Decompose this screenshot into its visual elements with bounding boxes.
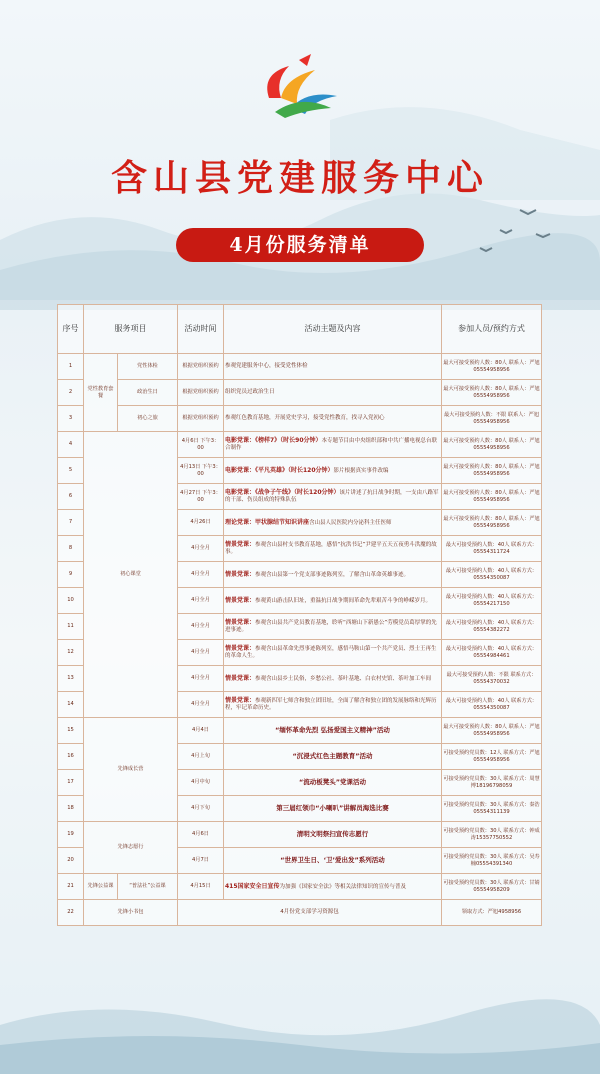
row-number: 18	[58, 796, 84, 822]
row-number: 1	[58, 354, 84, 380]
footer-landscape	[0, 985, 600, 1074]
activity-title: 情景党课：	[225, 645, 256, 653]
activity-cell	[178, 900, 442, 926]
col-item: 服务项目	[84, 305, 178, 354]
row-number: 12	[58, 640, 84, 666]
contact-cell: 最大可接受预约人数：不限 联系方式：05554370032	[442, 666, 542, 692]
page-title: 含山县党建服务中心	[110, 157, 489, 199]
activity-text: 参观党建服务中心，接受党性体检	[225, 363, 308, 370]
row-number: 6	[58, 484, 84, 510]
row-number: 16	[58, 744, 84, 770]
activity-cell	[224, 666, 442, 692]
activity-title: 电影党课：《平凡英雄》（时长120分钟）	[225, 466, 334, 474]
activity-text: 该片讲述了抗日战争时期，一支由八路军的干部、伤员组成的特殊队伍	[225, 490, 439, 503]
contact-cell: 最大可接受预约人数：不限 联系人：严旭05554958956	[442, 406, 542, 432]
contact-cell: 最大可接受预约人数：40人 联系方式：05554350087	[442, 692, 542, 718]
contact-cell: 最大可接受预约人数：80人 联系人：严旭05554958956	[442, 718, 542, 744]
activity-cell	[224, 874, 442, 900]
activity-text: 第三届红领巾“小喇叭”讲解员海选比赛	[276, 804, 389, 813]
time-cell: 4月全月	[178, 614, 224, 640]
subcategory-cell: 党性体检	[118, 354, 178, 380]
contact-cell: 最大可接受预约人数：80人 联系人：严旭05554958956	[442, 432, 542, 458]
time-cell: 4月13日 下午3：00	[178, 458, 224, 484]
table-header-row	[58, 305, 542, 354]
time-cell: 4月27日 下午3：00	[178, 484, 224, 510]
activity-text: 参观含山县乡土民俗，乡愁公社、茶叶基地、白衣村史馆、茶叶加工车间	[255, 675, 432, 682]
activity-cell	[224, 380, 442, 406]
time-cell: 4月4日	[178, 718, 224, 744]
activity-text: 清明文明祭扫宣传志愿行	[296, 830, 369, 839]
activity-text: 参观红色教育基地，开展党史学习，接受党性教育，找寻入党初心	[225, 415, 385, 422]
subcategory-cell: “普法社”公益课	[118, 874, 178, 900]
activity-text: 为加强《国家安全法》等相关法律知识的宣传与普及	[279, 883, 407, 890]
row-number: 4	[58, 432, 84, 458]
table-row	[58, 406, 542, 432]
activity-cell	[224, 848, 442, 874]
contact-cell: 最大可接受预约人数：80人 联系人：严旭05554958956	[442, 380, 542, 406]
contact-cell: 最大可接受预约人数：80人 联系人：严旭05554958956	[442, 458, 542, 484]
row-number: 8	[58, 536, 84, 562]
activity-cell	[224, 354, 442, 380]
row-number: 22	[58, 900, 84, 926]
category-cell: 初心课堂	[84, 432, 178, 718]
col-time: 活动时间	[178, 305, 224, 354]
time-cell: 4月全月	[178, 640, 224, 666]
time-cell: 4月6日	[178, 822, 224, 848]
activity-text: 参观含山县共产党员教育基地，聆听“西塘山下新愚公”劳模党员葛厚掌的先进事迹。	[225, 620, 437, 633]
time-cell: 4月7日	[178, 848, 224, 874]
party-logo-icon	[255, 52, 345, 124]
activity-title: 情景党课：	[225, 697, 256, 705]
activity-cell	[224, 484, 442, 510]
row-number: 13	[58, 666, 84, 692]
contact-cell: 最大可接受预约人数：40人 联系方式：05554350087	[442, 562, 542, 588]
row-number: 3	[58, 406, 84, 432]
activity-cell	[224, 744, 442, 770]
activity-cell	[224, 536, 442, 562]
row-number: 14	[58, 692, 84, 718]
activity-text: 参观含山县第一个党支部事迹陈列室，了解含山革命英雄事迹。	[255, 571, 410, 578]
time-cell: 4月全月	[178, 536, 224, 562]
category-cell: 先锋成长营	[84, 718, 178, 822]
activity-text: 4月份党支部学习资源包	[280, 909, 339, 916]
time-cell: 4月上旬	[178, 744, 224, 770]
activity-cell	[224, 770, 442, 796]
contact-cell: 可接受预约党员数：30人 联系方式：秦浩05554311139	[442, 796, 542, 822]
table-row	[58, 874, 542, 900]
col-activity: 活动主题及内容	[224, 305, 442, 354]
category-cell: 先锋公益课	[84, 874, 118, 900]
contact-cell: 最大可接受预约人数：80人 联系人：严旭05554958956	[442, 354, 542, 380]
activity-text: “缅怀革命先烈 弘扬爱国主义精神”活动	[275, 726, 390, 735]
activity-text: “世界卫生日、‘卫’爱出发”系列活动	[280, 856, 385, 865]
subcategory-cell: 初心之旅	[118, 406, 178, 432]
contact-cell: 领取方式：严旭4958956	[442, 900, 542, 926]
time-cell: 4月下旬	[178, 796, 224, 822]
time-cell: 4月全月	[178, 562, 224, 588]
row-number: 9	[58, 562, 84, 588]
time-cell: 4月26日	[178, 510, 224, 536]
activity-text: “流动板凳头”党课活动	[298, 778, 367, 787]
activity-title: 理论党课：甲状腺结节知识讲座	[225, 518, 310, 526]
time-cell: 4月全月	[178, 692, 224, 718]
activity-cell	[224, 458, 442, 484]
activity-text: 参观含山县村支书教育基地，感悟“抗洪书记”尹建平五天五夜勇斗洪魔的故事。	[225, 542, 437, 555]
time-cell: 根据党组织预约	[178, 354, 224, 380]
activity-title: 情景党课：	[225, 674, 256, 682]
contact-cell: 可接受预约党员数：30人 联系方式：甘婧05554958209	[442, 874, 542, 900]
table-row	[58, 822, 542, 848]
time-cell: 4月6日 下午3：00	[178, 432, 224, 458]
activity-text: 本专题节目由中央组织部和中共广播电视总台联合制作	[225, 438, 438, 451]
activity-title: 情景党课：	[225, 596, 256, 604]
time-cell: 4月全月	[178, 666, 224, 692]
row-number: 10	[58, 588, 84, 614]
activity-title: 电影党课：《榜样7》（时长90分钟）	[225, 437, 322, 445]
time-cell: 4月15日	[178, 874, 224, 900]
activity-title: 情景党课：	[225, 619, 256, 627]
activity-title: 情景党课：	[225, 541, 256, 549]
activity-cell	[224, 588, 442, 614]
contact-cell: 最大可接受预约人数：40人 联系方式：05554217150	[442, 588, 542, 614]
bird-icon	[440, 200, 580, 270]
row-number: 5	[58, 458, 84, 484]
time-cell: 4月全月	[178, 588, 224, 614]
row-number: 17	[58, 770, 84, 796]
activity-cell	[224, 432, 442, 458]
activity-text: 影片根据真实事件改编	[333, 467, 389, 474]
time-cell: 根据党组织预约	[178, 406, 224, 432]
contact-cell: 可接受预约党员数：12人 联系方式：严旭05554958956	[442, 744, 542, 770]
contact-cell: 最大可接受预约人数：40人 联系方式：05554382272	[442, 614, 542, 640]
table-row	[58, 380, 542, 406]
contact-cell: 最大可接受预约人数：40人 联系方式：05554311724	[442, 536, 542, 562]
row-number: 20	[58, 848, 84, 874]
row-number: 15	[58, 718, 84, 744]
row-number: 19	[58, 822, 84, 848]
activity-cell	[224, 640, 442, 666]
activity-cell	[224, 692, 442, 718]
table-row	[58, 900, 542, 926]
activity-cell	[224, 718, 442, 744]
activity-cell	[224, 510, 442, 536]
category-cell: 先锋志愿行	[84, 822, 178, 874]
table-row	[58, 432, 542, 458]
category-cell: 先锋小书包	[84, 900, 178, 926]
activity-text: 参观新四军七师含和独立团旧址，全面了解含和独立团的发展脉络和光辉历程，牢记革命历史。	[225, 698, 437, 711]
row-number: 2	[58, 380, 84, 406]
activity-text: 参观黄山游击队旧址，重温抗日战争期间革命先辈艰苦斗争的峥嵘岁月。	[255, 597, 432, 604]
row-number: 7	[58, 510, 84, 536]
activity-text: 含山县人民医院内分泌科主任医师	[309, 519, 392, 526]
activity-text: “沉浸式红色主题教育”活动	[292, 752, 373, 761]
activity-title: 415国家安全日宣传	[225, 882, 280, 890]
activity-cell	[224, 614, 442, 640]
col-no: 序号	[58, 305, 84, 354]
col-contact: 参加人员/预约方式	[442, 305, 542, 354]
contact-cell: 最大可接受预约人数：80人 联系人：严旭05554958956	[442, 510, 542, 536]
row-number: 11	[58, 614, 84, 640]
time-cell: 根据党组织预约	[178, 380, 224, 406]
activity-title: 电影党课：《战争子午线》（时长120分钟）	[225, 489, 340, 497]
contact-cell: 最大可接受预约人数：40人 联系方式：05554984461	[442, 640, 542, 666]
contact-cell: 可接受预约党员数：30人 联系方式：周慧博18196798059	[442, 770, 542, 796]
activity-cell	[224, 562, 442, 588]
activity-cell	[224, 796, 442, 822]
row-number: 21	[58, 874, 84, 900]
activity-title: 情景党课：	[225, 570, 256, 578]
subtitle-banner: 4月份服务清单	[176, 228, 424, 262]
table-row	[58, 354, 542, 380]
activity-cell	[224, 406, 442, 432]
table-row	[58, 718, 542, 744]
contact-cell: 可接受预约党员数：30人 联系方式：钟成涛15357750552	[442, 822, 542, 848]
time-cell: 4月中旬	[178, 770, 224, 796]
subcategory-cell: 政治生日	[118, 380, 178, 406]
service-table	[57, 304, 542, 926]
activity-cell	[224, 822, 442, 848]
contact-cell: 可接受预约党员数：30人 联系方式：吴寿楠05554391340	[442, 848, 542, 874]
contact-cell: 最大可接受预约人数：80人 联系人：严旭05554958956	[442, 484, 542, 510]
activity-text: 组织党员过政治生日	[225, 389, 275, 396]
activity-text: 参观含山县革命先烈事迹陈列室，感悟马鞍山第一个共产党员、烈士王再生的革命人生。	[225, 646, 437, 659]
category-cell: 党性教育套餐	[84, 354, 118, 432]
